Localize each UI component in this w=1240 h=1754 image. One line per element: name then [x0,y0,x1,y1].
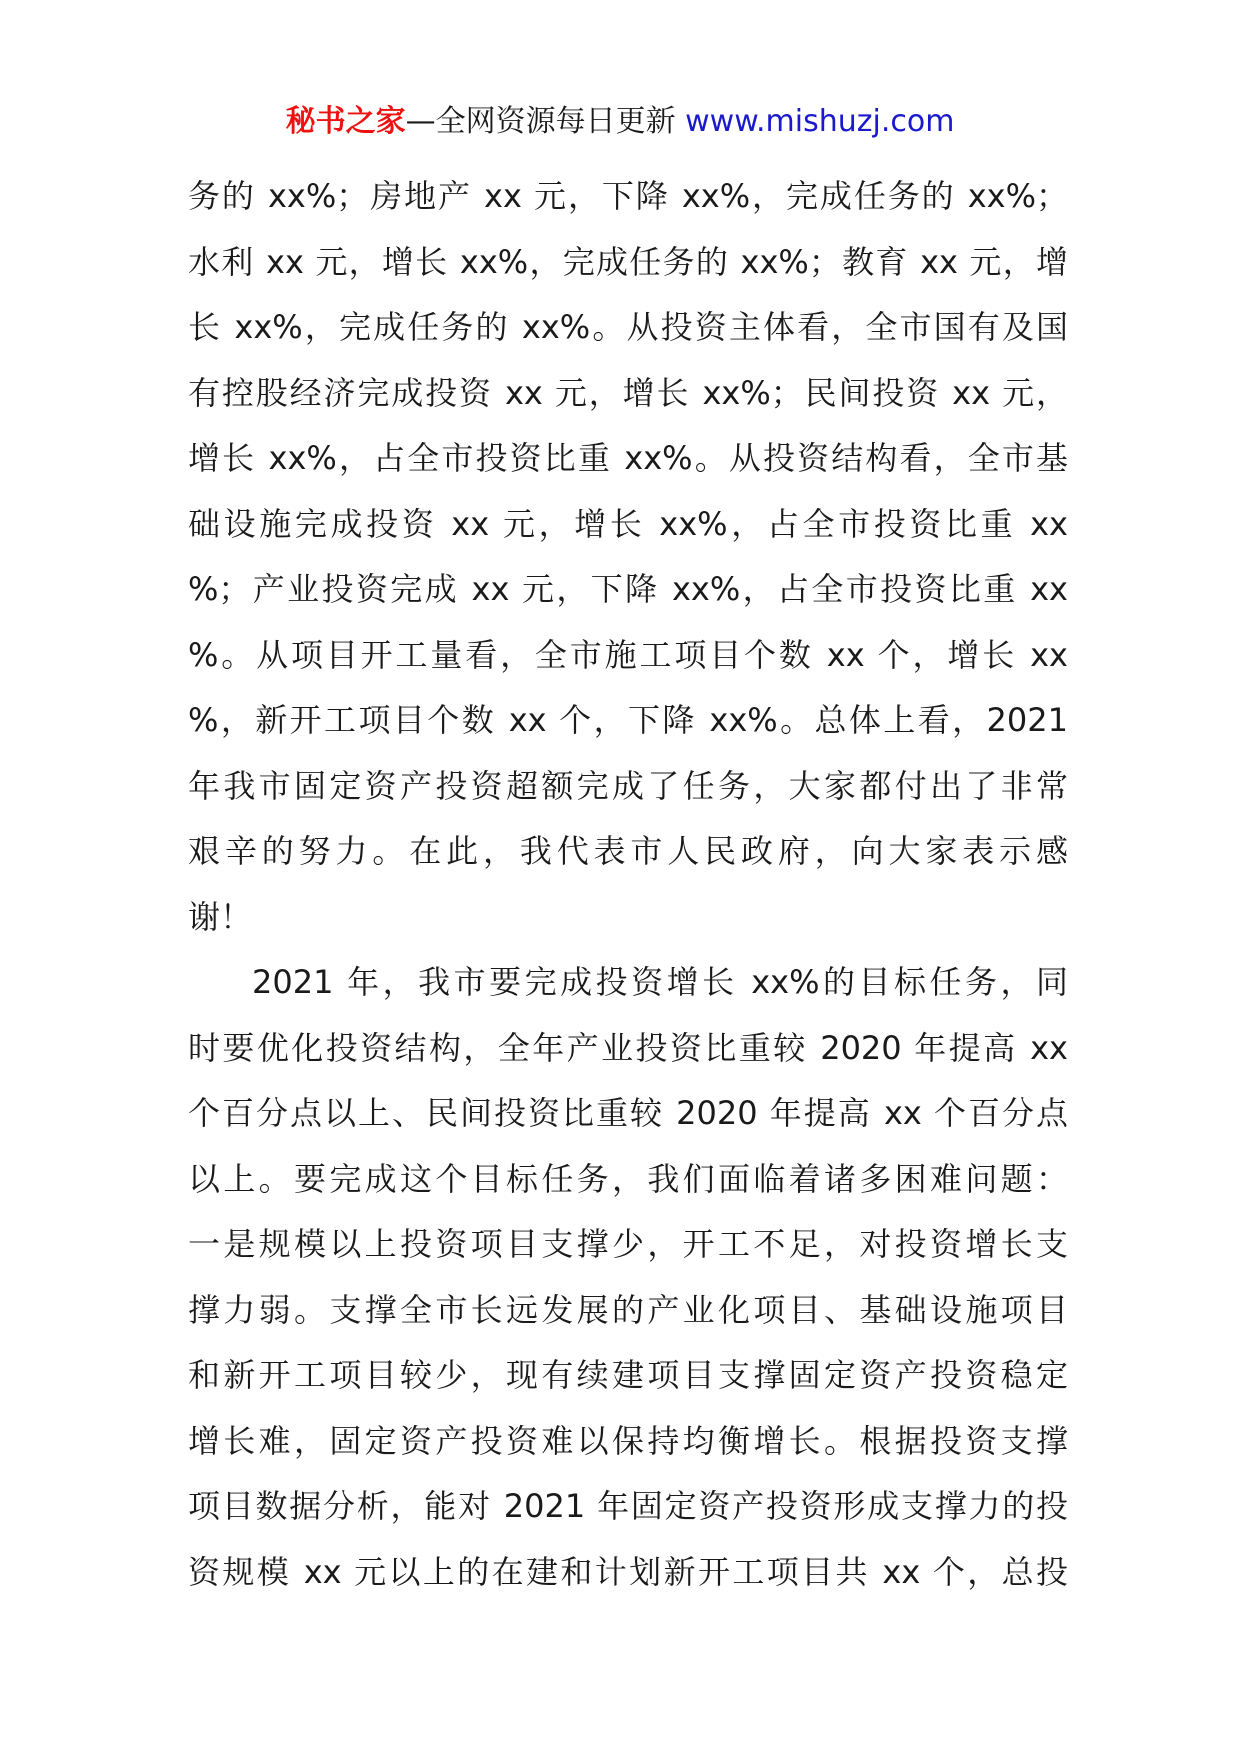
site-tagline: —全网资源每日更新 [405,104,686,139]
text-line: 谢！ [188,897,253,936]
text-line: 础设施完成投资 xx 元，增长 xx%，占全市投资比重 xx [188,504,1068,543]
text-line: 长 xx%，完成任务的 xx%。从投资主体看，全市国有及国 [188,308,1068,346]
text-line: 艰辛的努力。在此，我代表市人民政府，向大家表示感 [188,832,1068,870]
text-line: 有控股经济完成投资 xx 元，增长 xx%；民间投资 xx 元， [188,373,1068,412]
text-line: %；产业投资完成 xx 元，下降 xx%，占全市投资比重 xx [188,570,1068,608]
text-line: 水利 xx 元，增长 xx%，完成任务的 xx%；教育 xx 元，增 [188,242,1068,281]
text-line: 个百分点以上、民间投资比重较 2020 年提高 xx 个百分点 [188,1094,1068,1132]
site-header [0,100,1240,144]
text-line: 以上。要完成这个目标任务，我们面临着诸多困难问题： [188,1159,1068,1198]
text-line: 项目数据分析，能对 2021 年固定资产投资形成支撑力的投 [188,1487,1068,1525]
text-line: 务的 xx%；房地产 xx 元，下降 xx%，完成任务的 xx%； [188,177,1068,215]
site-url-link[interactable]: www.mishuzj.com [685,104,955,139]
text-line: 2021 年，我市要完成投资增长 xx%的目标任务，同 [252,963,1068,1001]
text-line: 时要优化投资结构，全年产业投资比重较 2020 年提高 xx [188,1028,1068,1067]
text-line: %，新开工项目个数 xx 个，下降 xx%。总体上看，2021 [188,701,1068,739]
paragraph-2 [188,950,1068,1605]
document-body [188,164,1068,1605]
text-line: 增长难，固定资产投资难以保持均衡增长。根据投资支撑 [188,1421,1068,1460]
text-line: 年我市固定资产投资超额完成了任务，大家都付出了非常 [188,766,1068,805]
text-line: 一是规模以上投资项目支撑少，开工不足，对投资增长支 [188,1225,1068,1263]
text-line: 资规模 xx 元以上的在建和计划新开工项目共 xx 个，总投 [188,1552,1068,1591]
site-brand: 秘书之家 [285,104,406,139]
text-line: 和新开工项目较少，现有续建项目支撑固定资产投资稳定 [188,1356,1068,1394]
paragraph-1 [188,164,1068,950]
text-line: %。从项目开工量看，全市施工项目个数 xx 个，增长 xx [188,635,1068,674]
text-line: 撑力弱。支撑全市长远发展的产业化项目、基础设施项目 [188,1290,1068,1329]
text-line: 增长 xx%，占全市投资比重 xx%。从投资结构看，全市基 [188,439,1068,477]
